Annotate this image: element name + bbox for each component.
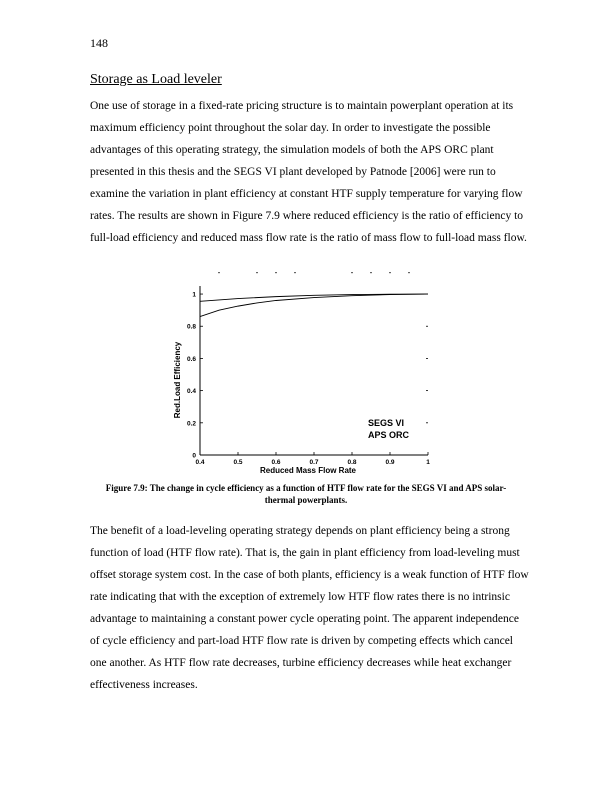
y-tick-label: 0	[192, 452, 196, 460]
top-tick-dot	[218, 272, 219, 273]
y-tick-labels	[187, 292, 196, 460]
y-tick-label: 0.2	[186, 420, 196, 428]
paragraph-discussion: The benefit of a load-leveling operating strategy depends on plant efficiency being a strong function of load (HTF flow rate). That is, the gain in plant efficiency from load-leveling must offset storage system cost. In the case of both plants, efficiency is a weak function of HTF flow rate indicating that with the exception of extremely low HTF flow rates there is no intrinsic advantage to maintaining a constant power cycle operating point. The apparent independence of cycle efficiency and part-load HTF flow rate is driven by competing effects which cancel one another. As HTF flow rate decreases, turbine efficiency decreases while heat exchanger effectiveness increases.	[90, 525, 529, 691]
y-tick-label: 0.4	[186, 388, 196, 396]
x-tick-labels	[195, 459, 430, 466]
top-tick-dot	[370, 272, 371, 273]
y-tick-label: 0.6	[186, 355, 196, 363]
legend-entry-aps-orc: APS ORC	[368, 430, 410, 440]
paragraph-intro: One use of storage in a fixed-rate pricing structure is to maintain powerplant operation at its maximum efficiency point throughout the solar day. In order to investigate the possible advantages of this operating strategy, the simulation models of both the APS ORC plant presented in this thesis and the SEGS VI plant developed by Patnode [2006] were run to examine the variation in plant efficiency at constant HTF supply temperature for varying flow rates. The results are shown in Figure 7.9 where reduced efficiency is the ratio of efficiency to full-load efficiency and reduced mass flow rate is the ratio of mass flow to full-load mass flow.	[90, 100, 527, 244]
y-axis-label: Red.Load Efficiency	[173, 341, 182, 419]
top-tick-dot	[294, 272, 295, 273]
right-tick-marks	[426, 326, 428, 423]
series-line-aps-orc	[200, 294, 428, 317]
top-tick-marks	[218, 272, 409, 273]
y-tick-label: 0.8	[186, 323, 196, 331]
chart-svg	[172, 268, 442, 478]
x-tick-label: 0.7	[309, 459, 319, 466]
x-tick-label: 0.9	[385, 459, 395, 466]
top-tick-dot	[256, 272, 257, 273]
x-axis-label: Reduced Mass Flow Rate	[259, 466, 357, 475]
top-tick-dot	[408, 272, 409, 273]
top-tick-dot	[351, 272, 352, 273]
top-tick-dot	[389, 272, 390, 273]
figure-caption: Figure 7.9: The change in cycle efficiency as a function of HTF flow rate for the SEGS VI and APS solar-thermal powerplants.	[105, 483, 507, 505]
x-tick-label: 0.6	[271, 459, 281, 466]
x-tick-label: 0.5	[233, 459, 243, 466]
page-number: 148	[90, 36, 108, 50]
section-title: Storage as Load leveler	[90, 72, 222, 87]
x-tick-label: 1	[426, 459, 430, 466]
x-tick-label: 0.8	[347, 459, 357, 466]
series-lines	[200, 294, 428, 317]
legend-entry-segs-vi: SEGS VI	[368, 418, 405, 428]
efficiency-chart	[172, 268, 442, 478]
x-tick-label: 0.4	[195, 459, 205, 466]
y-tick-label: 1	[192, 291, 196, 299]
top-tick-dot	[275, 272, 276, 273]
